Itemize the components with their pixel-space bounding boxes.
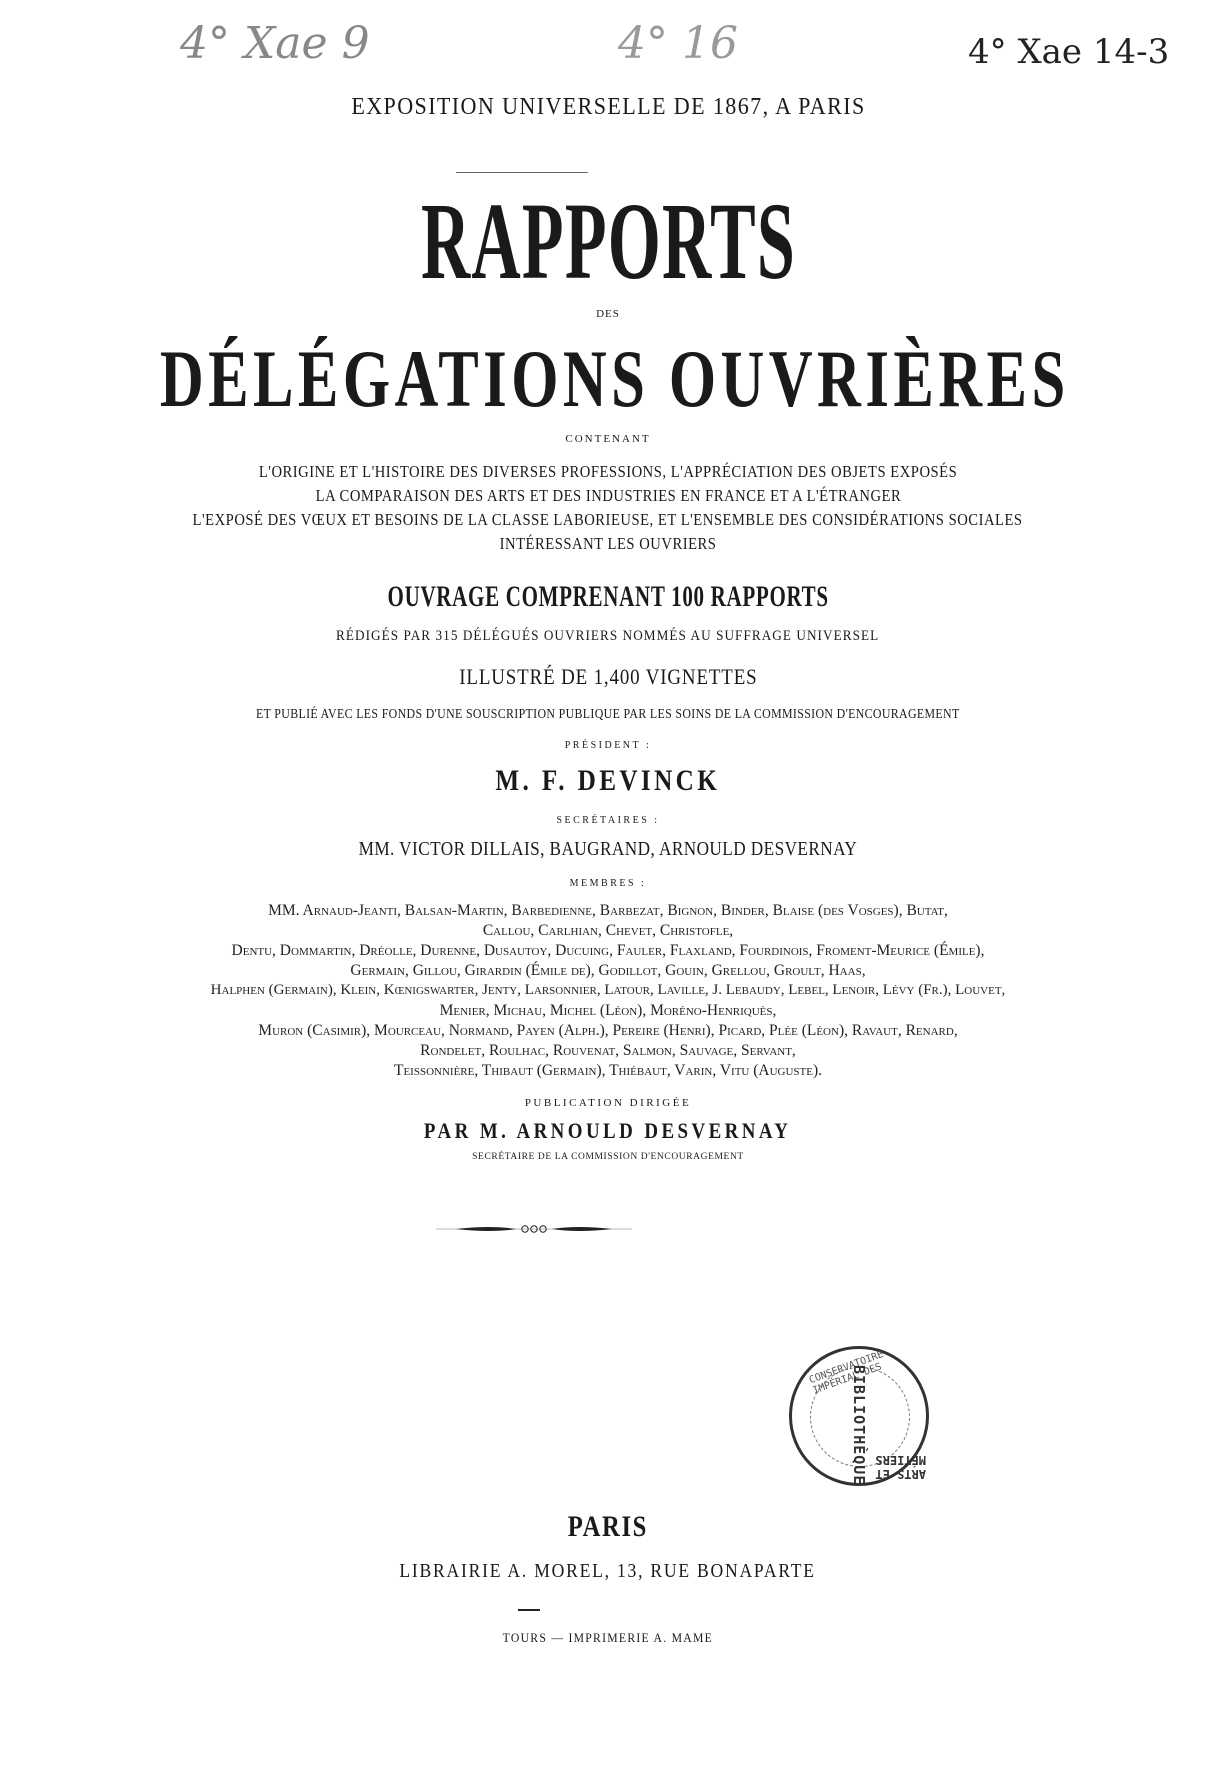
secretaries-names bbox=[0, 838, 1216, 861]
library-stamp bbox=[789, 1346, 929, 1486]
president-label bbox=[0, 740, 1216, 751]
imprint-printer bbox=[0, 1630, 1216, 1646]
ornament-divider-icon bbox=[436, 1222, 632, 1236]
contents-line-text: INTÉRESSANT LES OUVRIERS bbox=[499, 534, 717, 553]
imprint-city-text: PARIS bbox=[567, 1510, 649, 1543]
title-subtitle bbox=[0, 333, 1216, 424]
contents-label-text: CONTENANT bbox=[565, 433, 651, 445]
secretaries-names-text: MM. VICTOR DILLAIS, BAUGRAND, ARNOULD DESVERNAY bbox=[358, 838, 858, 860]
direction-name bbox=[0, 1118, 1216, 1144]
members-line-2: Callou, Carlhian, Chevet, Christofle, bbox=[482, 922, 734, 939]
stamp-ring-bottom-text: ARTS ET MÉTIERS bbox=[875, 1453, 926, 1481]
handwritten-shelfmark-left: 4° Xae 9 bbox=[180, 18, 370, 69]
members-label bbox=[0, 878, 1216, 889]
stamp-ring-top-text: CONSERVATOIRE IMPÉRIAL DES bbox=[807, 1349, 886, 1397]
contents-line-3 bbox=[0, 510, 1216, 530]
contents-line-text: L'EXPOSÉ DES VŒUX ET BESOINS DE LA CLASSE LABORIEUSE, ET L'ENSEMBLE DES CONSIDÉRATIONS SOCIALES bbox=[192, 510, 1024, 529]
handwritten-shelfmark-middle: 4° 16 bbox=[618, 18, 738, 69]
work-comprising bbox=[0, 580, 1216, 614]
direction-label bbox=[0, 1097, 1216, 1109]
members-line-3: Dentu, Dommartin, Dréolle, Durenne, Dusautoy, Ducuing, Fauler, Flaxland, Fourdinois, Froment-Meurice (Émile), bbox=[231, 942, 985, 959]
title-subtitle-text: DÉLÉGATIONS OUVRIÈRES bbox=[159, 333, 1070, 424]
imprint-publisher-text: LIBRAIRIE A. MOREL, 13, RUE BONAPARTE bbox=[399, 1560, 817, 1582]
title-main-text: RAPPORTS bbox=[420, 180, 796, 302]
direction-name-text: PAR M. ARNOULD DESVERNAY bbox=[424, 1118, 792, 1143]
members-line-6: Menier, Michau, Michel (Léon), Moréno-Henriquès, bbox=[439, 1002, 777, 1019]
work-illustrated-text: ILLUSTRÉ DE 1,400 VIGNETTES bbox=[458, 664, 758, 689]
secretaries-label bbox=[0, 815, 1216, 826]
contents-line-1 bbox=[0, 462, 1216, 482]
direction-label-text: PUBLICATION DIRIGÉE bbox=[524, 1097, 692, 1109]
members-line-9: Teissonnière, Thibaut (Germain), Thiébaut, Varin, Vitu (Auguste). bbox=[393, 1062, 823, 1079]
imprint-divider bbox=[518, 1609, 540, 1611]
president-name-text: M. F. DEVINCK bbox=[495, 764, 721, 797]
imprint-printer-text: TOURS — IMPRIMERIE A. MAME bbox=[502, 1630, 714, 1645]
title-main bbox=[0, 180, 1216, 302]
work-comprising-text: OUVRAGE COMPRENANT 100 RAPPORTS bbox=[387, 580, 829, 613]
handwritten-shelfmark-right: 4° Xae 14-3 bbox=[968, 32, 1170, 72]
direction-role-text: SECRÉTAIRE DE LA COMMISSION D'ENCOURAGEMENT bbox=[472, 1152, 744, 1162]
title-connector-text: DES bbox=[596, 308, 620, 320]
title-connector bbox=[0, 308, 1216, 320]
work-illustrated bbox=[0, 664, 1216, 690]
president-name bbox=[0, 764, 1216, 798]
members-label-text: MEMBRES : bbox=[569, 878, 647, 889]
imprint-publisher bbox=[0, 1560, 1216, 1583]
contents-label bbox=[0, 433, 1216, 445]
imprint-city bbox=[0, 1510, 1216, 1544]
exposition-text: EXPOSITION UNIVERSELLE DE 1867, A PARIS bbox=[350, 94, 866, 120]
exposition-header bbox=[0, 94, 1216, 121]
work-published bbox=[0, 706, 1216, 722]
secretaries-label-text: SECRÉTAIRES : bbox=[556, 815, 660, 826]
members-line-4: Germain, Gillou, Girardin (Émile de), Godillot, Gouin, Grellou, Groult, Haas, bbox=[350, 962, 866, 979]
members-line-8: Rondelet, Roulhac, Rouvenat, Salmon, Sauvage, Servant, bbox=[420, 1042, 796, 1059]
members-line-5: Halphen (Germain), Klein, Kœnigswarter, Jenty, Larsonnier, Latour, Laville, J. Lebaudy, Lebel, Lenoir, Lévy (Fr.), Louvet, bbox=[210, 982, 1006, 998]
direction-role bbox=[0, 1152, 1216, 1162]
stamp-center-text: BIBLIOTHÈQUE bbox=[850, 1365, 868, 1486]
header-divider bbox=[456, 172, 588, 173]
work-published-text: ET PUBLIÉ AVEC LES FONDS D'UNE SOUSCRIPTION PUBLIQUE PAR LES SOINS DE LA COMMISSION D'ENCOURAGEMENT bbox=[256, 706, 960, 721]
contents-line-text: LA COMPARAISON DES ARTS ET DES INDUSTRIES EN FRANCE ET A L'ÉTRANGER bbox=[315, 486, 901, 505]
work-written-by bbox=[0, 628, 1216, 645]
members-line-1: MM. Arnaud-Jeanti, Balsan-Martin, Barbedienne, Barbezat, Bignon, Binder, Blaise (des Vosges), Butat, bbox=[268, 902, 948, 919]
contents-line-2 bbox=[0, 486, 1216, 506]
members-line-7: Muron (Casimir), Mourceau, Normand, Payen (Alph.), Pereire (Henri), Picard, Plée (Léon), Ravaut, Renard, bbox=[258, 1022, 958, 1039]
contents-line-4 bbox=[0, 534, 1216, 554]
work-written-by-text: RÉDIGÉS PAR 315 DÉLÉGUÉS OUVRIERS NOMMÉS AU SUFFRAGE UNIVERSEL bbox=[336, 628, 880, 644]
contents-line-text: L'ORIGINE ET L'HISTOIRE DES DIVERSES PROFESSIONS, L'APPRÉCIATION DES OBJETS EXPOSÉS bbox=[258, 462, 958, 481]
president-label-text: PRÉSIDENT : bbox=[564, 740, 652, 751]
